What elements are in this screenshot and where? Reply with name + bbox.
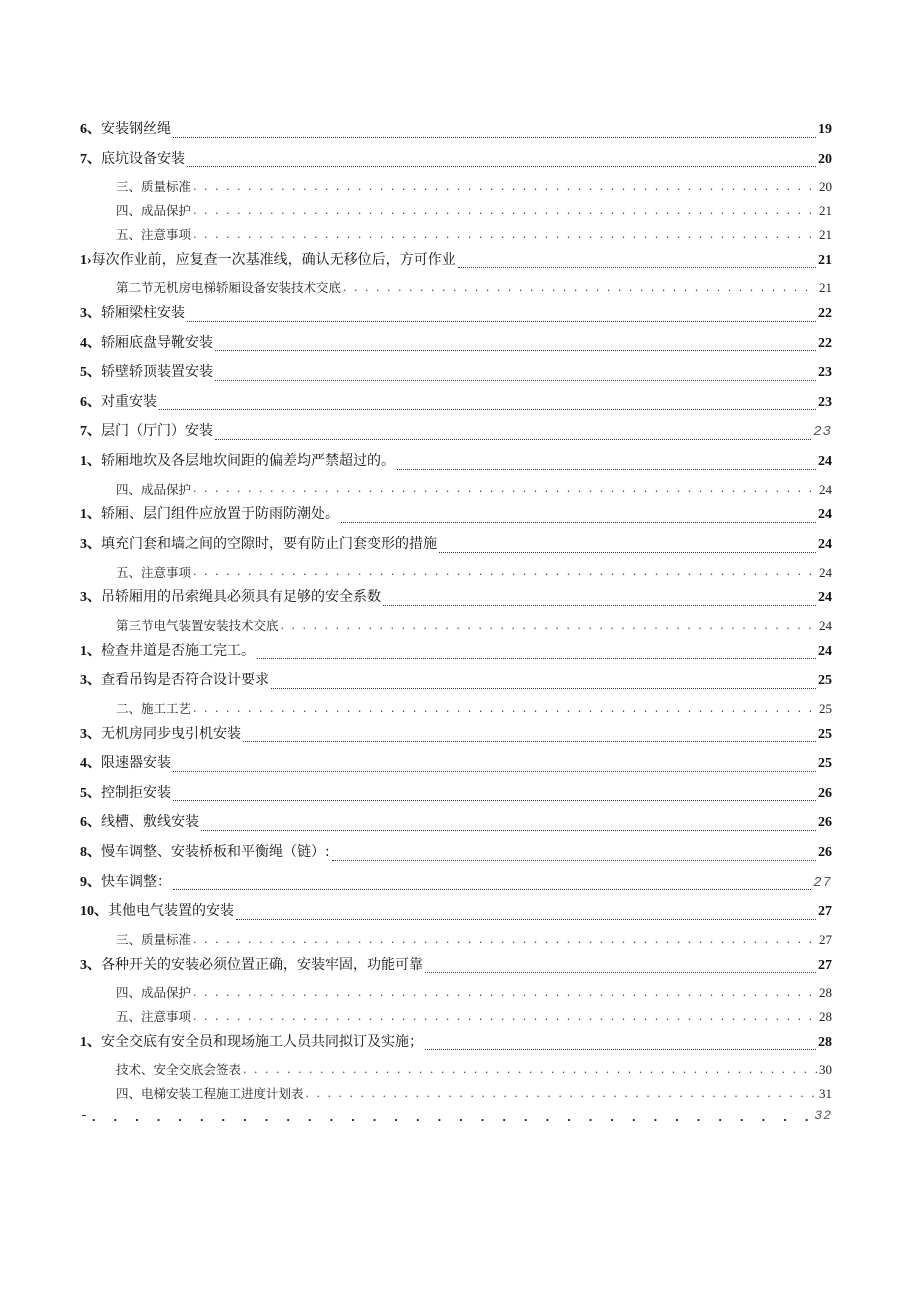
dot-leader <box>243 1061 817 1076</box>
toc-entry[interactable] <box>80 841 832 871</box>
toc-entry[interactable] <box>80 148 832 178</box>
dot-leader <box>159 408 816 410</box>
toc-entry-title <box>116 278 341 296</box>
toc-entry[interactable] <box>80 699 832 723</box>
toc-entry-page-number: 25 <box>818 726 832 742</box>
toc-entry-page-number: 21 <box>819 202 832 218</box>
toc-entry-number: 3、 <box>80 590 101 606</box>
toc-entry-title <box>80 954 423 974</box>
toc-entry-title <box>116 1084 304 1102</box>
toc-entry-text: 底坑设备安装 <box>101 150 185 167</box>
toc-entry[interactable] <box>80 450 832 480</box>
dot-leader <box>215 379 816 381</box>
toc-entry-text: 安装钢丝绳 <box>101 121 171 137</box>
dot-leader <box>193 700 817 715</box>
toc-entry-text: 轿厢底盘导靴安装 <box>101 334 213 351</box>
toc-entry-text: 轿厢、层门组件应放置于防雨防潮处。 <box>101 506 339 523</box>
toc-entry[interactable] <box>80 900 832 930</box>
toc-entry-number: 3、 <box>80 726 101 742</box>
toc-entry-text: 四、电梯安装工程施工进度计划表 <box>116 1086 304 1102</box>
toc-entry-number: 1› <box>80 252 92 268</box>
toc-entry-number: 7、 <box>80 424 101 440</box>
toc-entry-title <box>116 201 191 219</box>
toc-entry-page-number: 32 <box>814 1108 832 1124</box>
toc-entry-number: 3、 <box>80 673 101 689</box>
toc-entry[interactable] <box>80 480 832 504</box>
dot-leader <box>425 971 816 973</box>
toc-entry-number: 7、 <box>80 151 101 167</box>
table-of-contents <box>80 118 832 1134</box>
toc-entry-title <box>80 503 339 523</box>
toc-entry-title <box>116 563 191 581</box>
toc-entry[interactable] <box>80 1031 832 1061</box>
toc-entry-text: 三、质量标准 <box>116 931 192 947</box>
toc-entry-text: 轿壁轿顶装置安装 <box>101 364 213 381</box>
toc-entry-title <box>80 782 171 802</box>
toc-entry-number: 5、 <box>80 365 101 381</box>
toc-entry-title <box>116 983 191 1001</box>
toc-entry[interactable] <box>80 669 832 699</box>
toc-entry[interactable] <box>80 983 832 1007</box>
toc-entry-number: 3、 <box>80 536 101 552</box>
toc-entry[interactable] <box>80 811 832 841</box>
toc-entry-page-number: 19 <box>818 122 832 137</box>
toc-entry-title <box>80 533 437 553</box>
toc-entry-title <box>80 752 171 772</box>
toc-entry-text: 层门（厅门）安装 <box>101 423 213 440</box>
toc-entry[interactable] <box>80 1084 832 1108</box>
toc-entry[interactable] <box>80 954 832 984</box>
dot-leader <box>397 468 816 470</box>
toc-entry-title <box>116 480 191 498</box>
toc-entry-title <box>116 1007 191 1025</box>
toc-entry[interactable] <box>80 201 832 225</box>
dot-leader <box>271 687 816 689</box>
toc-entry-text: 轿厢地坎及各层地坎间距的偏差均严禁超过的。 <box>101 452 395 469</box>
toc-entry[interactable] <box>80 1007 832 1031</box>
dot-leader <box>425 1048 816 1050</box>
dot-leader <box>173 136 816 138</box>
toc-entry-page-number: 27 <box>819 931 832 947</box>
toc-entry-title <box>80 332 213 352</box>
toc-entry-page-number: 28 <box>819 1009 832 1025</box>
dot-leader <box>90 1110 813 1125</box>
toc-entry-text: 其他电气装置的安装 <box>108 903 234 920</box>
toc-entry-text: 四、成品保护 <box>116 985 192 1001</box>
dot-leader <box>193 480 817 495</box>
toc-entry-page-number: 27 <box>818 904 832 920</box>
toc-entry-title <box>80 1108 88 1123</box>
toc-entry-page-number: 25 <box>819 700 832 716</box>
dot-leader <box>236 918 816 920</box>
dot-leader <box>193 178 817 193</box>
dot-leader <box>281 617 817 632</box>
toc-entry-text: 五、注意事项 <box>116 226 192 242</box>
toc-entry-title <box>116 699 191 717</box>
toc-entry-text: 限速器安装 <box>101 755 171 772</box>
toc-entry-page-number: 23 <box>818 365 832 381</box>
dot-leader <box>193 202 817 217</box>
toc-entry-text: 控制拒安装 <box>101 784 171 801</box>
dot-leader <box>173 888 811 890</box>
toc-entry[interactable] <box>80 752 832 782</box>
toc-entry[interactable] <box>80 871 832 901</box>
toc-entry-number: 4、 <box>80 756 101 772</box>
dot-leader <box>193 226 817 241</box>
toc-entry-title <box>80 871 171 891</box>
toc-entry-text: 每次作业前，应复查一次基准线，确认无移位后，方可作业 <box>91 251 456 268</box>
toc-entry-page-number: 22 <box>818 335 832 351</box>
dot-leader <box>439 551 816 553</box>
toc-entry-text: 填充门套和墙之间的空隙时，要有防止门套变形的措施 <box>101 535 437 552</box>
toc-entry-text: 各种开关的安装必须位置正确，安装牢固，功能可靠 <box>101 956 423 973</box>
dot-leader <box>332 859 816 861</box>
toc-entry-text: 五、注意事项 <box>116 1009 192 1025</box>
toc-entry-title <box>80 361 213 381</box>
toc-entry-number: 6、 <box>80 394 101 410</box>
toc-entry-title <box>80 302 185 322</box>
toc-entry-page-number: 24 <box>818 590 832 606</box>
toc-entry[interactable] <box>80 586 832 616</box>
toc-entry-number: 1、 <box>80 507 101 523</box>
toc-entry-text: 检查井道是否施工完工。 <box>101 642 255 659</box>
toc-entry[interactable] <box>80 420 832 450</box>
toc-entry[interactable] <box>80 723 832 753</box>
toc-entry-page-number: 25 <box>818 673 832 689</box>
toc-entry-page-number: 23 <box>813 424 832 441</box>
toc-entry-text: 查看吊钩是否符合设计要求 <box>101 672 269 689</box>
toc-entry-page-number: 28 <box>818 1034 832 1050</box>
dot-leader <box>215 349 816 351</box>
toc-entry-page-number: 27 <box>818 957 832 973</box>
toc-entry[interactable] <box>80 118 832 148</box>
toc-entry[interactable] <box>80 616 832 640</box>
toc-entry-text: 吊轿厢用的吊索绳具必须具有足够的安全系数 <box>101 589 381 606</box>
toc-entry-page-number: 25 <box>818 756 832 772</box>
toc-entry[interactable] <box>80 249 832 279</box>
toc-entry-text: 二、施工工艺 <box>116 700 192 716</box>
toc-entry-number: 4、 <box>80 335 101 351</box>
toc-entry-text: 技术、安全交底会签表 <box>116 1062 242 1078</box>
toc-entry-title <box>80 450 395 470</box>
toc-entry-number: 6、 <box>80 815 101 831</box>
toc-entry-number: 8、 <box>80 845 101 861</box>
dot-leader <box>306 1085 817 1100</box>
toc-entry-title <box>80 1031 423 1051</box>
toc-entry-page-number: 24 <box>818 453 832 469</box>
toc-entry-title <box>80 586 381 606</box>
toc-entry[interactable] <box>80 563 832 587</box>
toc-entry-page-number: 21 <box>819 280 832 296</box>
toc-entry-number: 1、 <box>80 643 101 659</box>
toc-entry[interactable] <box>80 177 832 201</box>
toc-entry-text: 第二节无机房电梯轿厢设备安装技术交底 <box>116 280 342 296</box>
toc-entry-page-number: 26 <box>818 815 832 831</box>
toc-entry-title <box>80 811 199 831</box>
toc-entry-page-number: 27 <box>813 874 832 891</box>
toc-entry[interactable] <box>80 930 832 954</box>
toc-entry-page-number: 24 <box>818 643 832 659</box>
toc-entry-text: 五、注意事项 <box>116 564 192 580</box>
toc-entry-title <box>80 118 171 138</box>
toc-entry-page-number: 31 <box>819 1086 832 1102</box>
toc-entry[interactable] <box>80 1060 832 1084</box>
toc-entry-text: - <box>80 1108 88 1124</box>
toc-entry-page-number: 23 <box>818 394 832 410</box>
toc-entry-title <box>80 148 185 168</box>
toc-entry-text: 轿厢梁柱安装 <box>101 304 185 321</box>
toc-entry-page-number: 24 <box>818 536 832 552</box>
toc-entry-page-number: 28 <box>819 985 832 1001</box>
toc-entry-page-number: 21 <box>818 252 832 268</box>
toc-entry[interactable] <box>80 640 832 670</box>
dot-leader <box>173 770 816 772</box>
dot-leader <box>343 279 817 294</box>
toc-entry-text: 三、质量标准 <box>116 179 192 195</box>
dot-leader <box>193 1008 817 1023</box>
toc-entry[interactable] <box>80 503 832 533</box>
toc-entry-text: 快车调整： <box>101 873 171 890</box>
dot-leader <box>193 931 817 946</box>
toc-entry-number: 3、 <box>80 957 101 973</box>
toc-entry-title <box>116 1060 241 1078</box>
toc-entry-number: 9、 <box>80 874 101 890</box>
dot-leader <box>201 829 816 831</box>
toc-entry-title <box>80 723 241 743</box>
dot-leader <box>193 563 817 578</box>
toc-entry-title <box>116 616 279 634</box>
toc-entry[interactable] <box>80 302 832 332</box>
toc-entry-number: 1、 <box>80 453 101 469</box>
dot-leader <box>193 984 817 999</box>
toc-entry-page-number: 21 <box>819 226 832 242</box>
dot-leader <box>173 799 816 801</box>
toc-entry-page-number: 24 <box>819 481 832 497</box>
toc-entry-page-number: 30 <box>819 1062 832 1078</box>
toc-entry-title <box>116 930 191 948</box>
toc-entry-page-number: 20 <box>819 179 832 195</box>
toc-entry-title <box>80 900 234 920</box>
toc-entry-text: 线槽、敷线安装 <box>101 814 199 831</box>
toc-entry-title <box>80 249 456 269</box>
toc-entry[interactable] <box>80 533 832 563</box>
dot-leader <box>257 657 816 659</box>
toc-entry-title <box>116 177 191 195</box>
toc-entry-page-number: 26 <box>818 845 832 861</box>
toc-entry-text: 第三节电气装置安装技术交底 <box>116 617 279 633</box>
toc-entry-page-number: 24 <box>819 564 832 580</box>
toc-entry[interactable] <box>80 225 832 249</box>
toc-entry-text: 四、成品保护 <box>116 202 192 218</box>
toc-entry-number: 3、 <box>80 305 101 321</box>
toc-entry-number: 5、 <box>80 785 101 801</box>
dot-leader <box>187 165 816 167</box>
toc-entry-text: 四、成品保护 <box>116 481 192 497</box>
dot-leader <box>341 521 816 523</box>
toc-entry[interactable] <box>80 1108 832 1134</box>
toc-entry-title <box>80 420 213 440</box>
toc-entry-text: 安全交底有安全员和现场施工人员共同拟订及实施； <box>101 1033 423 1050</box>
dot-leader <box>215 438 811 440</box>
toc-entry-title <box>80 669 269 689</box>
toc-entry-title <box>80 841 330 861</box>
toc-entry-title <box>80 640 255 660</box>
toc-entry-page-number: 24 <box>818 507 832 523</box>
toc-entry-title <box>80 391 157 411</box>
toc-entry-page-number: 22 <box>818 305 832 321</box>
toc-entry[interactable] <box>80 278 832 302</box>
toc-entry[interactable] <box>80 361 832 391</box>
toc-entry-page-number: 20 <box>818 151 832 167</box>
dot-leader <box>243 740 816 742</box>
dot-leader <box>458 266 816 268</box>
toc-entry-number: 6、 <box>80 122 101 137</box>
toc-entry-title <box>116 225 191 243</box>
toc-entry-page-number: 24 <box>819 617 832 633</box>
toc-entry-page-number: 26 <box>818 785 832 801</box>
toc-entry-text: 无机房同步曳引机安装 <box>101 725 241 742</box>
toc-entry-number: 1、 <box>80 1034 101 1050</box>
toc-entry[interactable] <box>80 391 832 421</box>
toc-entry[interactable] <box>80 332 832 362</box>
toc-entry-number: 10、 <box>80 904 108 920</box>
dot-leader <box>187 320 816 322</box>
toc-entry-text: 对重安装 <box>101 393 157 410</box>
dot-leader <box>383 604 816 606</box>
toc-entry-text: 慢车调整、安装桥板和平衡绳（链）: <box>101 844 330 861</box>
toc-entry[interactable] <box>80 782 832 812</box>
